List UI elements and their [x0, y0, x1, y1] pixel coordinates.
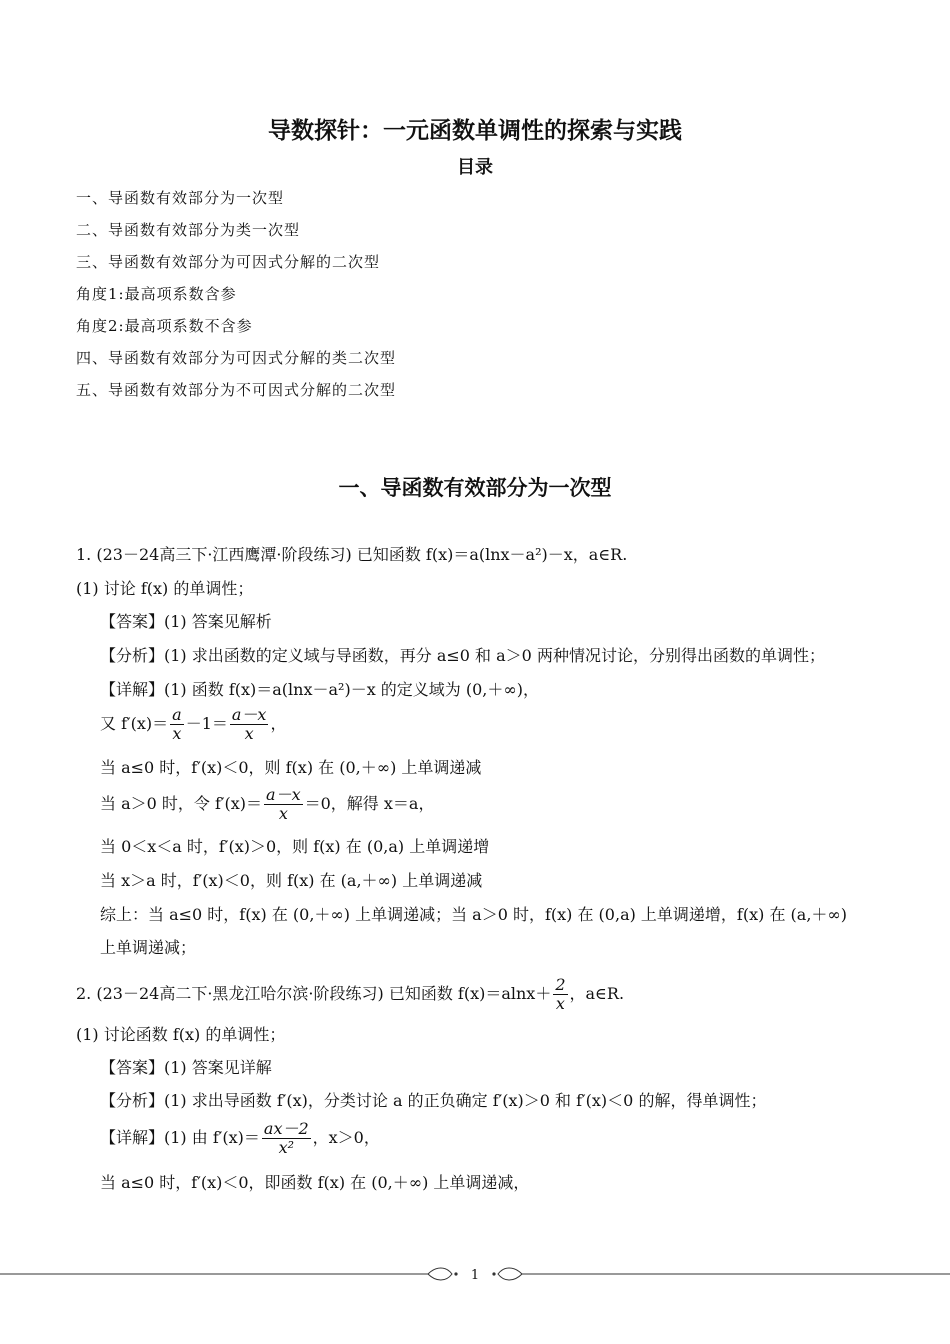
toc-heading: 目录	[457, 157, 493, 178]
text: ，	[270, 714, 287, 733]
denominator: x²	[278, 1138, 294, 1157]
table-of-contents	[76, 186, 396, 410]
text: 当 a＞0 时，令 f′(x)＝	[100, 794, 263, 813]
problem-2-analysis: 【分析】(1) 求出导函数 f′(x)，分类讨论 a 的正负确定 f′(x)＞0 和 f′(x)＜0 的解，得单调性；	[100, 1091, 767, 1110]
text: 又 f′(x)＝	[100, 714, 169, 733]
numerator: a－x	[266, 785, 301, 804]
toc-item: 角度1:最高项系数含参	[76, 285, 237, 303]
numerator: a－x	[231, 705, 267, 724]
page-footer	[0, 1262, 950, 1286]
text: 2. (23－24高二下·黑龙江哈尔滨·阶段练习) 已知函数 f(x)＝alnx＋	[76, 984, 552, 1003]
denominator: x	[172, 724, 182, 743]
numerator: ax－2	[263, 1119, 309, 1138]
problem-1-detail: 【详解】(1) 函数 f(x)＝a(lnx－a²)－x 的定义域为 (0,＋∞)，	[100, 680, 539, 699]
fraction	[170, 706, 184, 743]
numerator: 2	[555, 975, 566, 994]
problem-1-summary: 综上：当 a≤0 时，f(x) 在 (0,＋∞) 上单调递减；当 a＞0 时，f(x) 在 (0,a) 上单调递增，f(x) 在 (a,＋∞)	[100, 905, 847, 924]
problem-2-stem	[76, 976, 624, 1013]
page-number: 1	[470, 1268, 480, 1283]
problem-1-critical-point-line	[100, 786, 434, 823]
footer-ornament	[0, 1262, 950, 1286]
toc-item: 四、导函数有效部分为可因式分解的类二次型	[76, 349, 397, 367]
problem-1-derivative-line	[100, 706, 286, 743]
toc-item: 二、导函数有效部分为类一次型	[76, 221, 301, 239]
denominator: x	[244, 724, 254, 743]
fraction	[553, 976, 567, 1013]
fraction	[264, 786, 303, 823]
numerator: a	[172, 705, 182, 724]
problem-2-question: (1) 讨论函数 f(x) 的单调性；	[76, 1025, 286, 1044]
problem-1-detail: 当 0＜x＜a 时，f′(x)＞0，则 f(x) 在 (0,a) 上单调递增	[100, 837, 490, 856]
denominator: x	[278, 804, 288, 823]
toc-item: 三、导函数有效部分为可因式分解的二次型	[76, 253, 381, 271]
problem-2-derivative-line	[100, 1120, 380, 1157]
page-title: 导数探针：一元函数单调性的探索与实践	[268, 118, 682, 144]
problem-1-question: (1) 讨论 f(x) 的单调性；	[76, 579, 254, 598]
problem-1-detail: 当 a≤0 时，f′(x)＜0，则 f(x) 在 (0,＋∞) 上单调递减	[100, 758, 482, 777]
fraction	[230, 706, 269, 743]
toc-item: 五、导函数有效部分为不可因式分解的二次型	[76, 381, 397, 399]
text: 【详解】(1) 由 f′(x)＝	[100, 1128, 260, 1147]
problem-1-analysis: 【分析】(1) 求出函数的定义域与导函数，再分 a≤0 和 a＞0 两种情况讨论，分别得出函数的单调性；	[100, 646, 825, 665]
text: ，a∈R.	[569, 984, 625, 1003]
problem-2-answer: 【答案】(1) 答案见详解	[100, 1058, 272, 1077]
denominator: x	[555, 994, 565, 1013]
toc-item: 角度2:最高项系数不含参	[76, 317, 253, 335]
text: ＝0，解得 x＝a，	[304, 794, 435, 813]
toc-item: 一、导函数有效部分为一次型	[76, 189, 285, 207]
text: ，x＞0，	[312, 1128, 380, 1147]
problem-1-stem: 1. (23－24高三下·江西鹰潭·阶段练习) 已知函数 f(x)＝a(lnx－a²)－x，a∈R.	[76, 545, 628, 564]
problem-2-detail: 当 a≤0 时，f′(x)＜0，即函数 f(x) 在 (0,＋∞) 上单调递减，	[100, 1173, 530, 1192]
section-heading: 一、导函数有效部分为一次型	[338, 476, 612, 500]
problem-1-summary: 上单调递减；	[100, 938, 197, 957]
text: －1＝	[185, 714, 228, 733]
problem-1-answer: 【答案】(1) 答案见解析	[100, 612, 272, 631]
problem-1-detail: 当 x＞a 时，f′(x)＜0，则 f(x) 在 (a,＋∞) 上单调递减	[100, 871, 483, 890]
fraction	[262, 1120, 311, 1157]
